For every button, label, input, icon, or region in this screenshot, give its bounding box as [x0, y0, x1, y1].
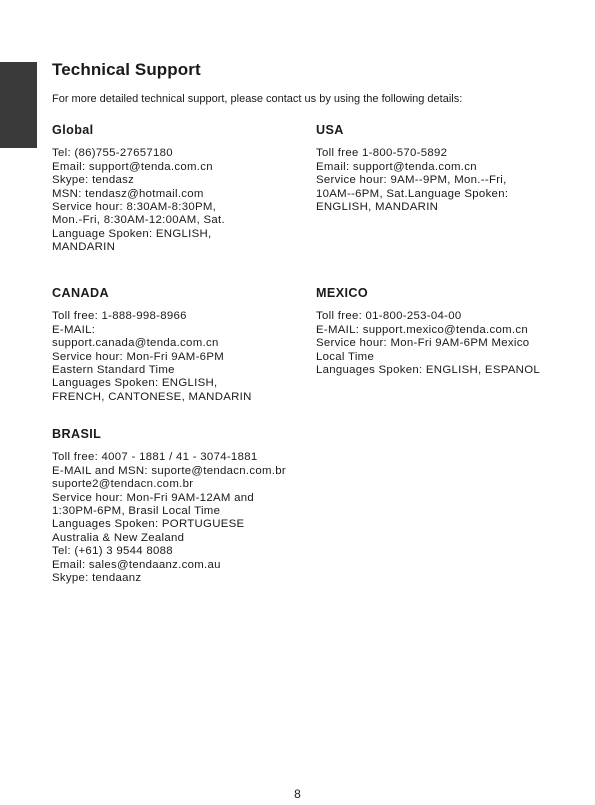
section-line: Australia & New Zealand [52, 531, 185, 544]
section-line: Email: sales@tendaanz.com.au [52, 558, 221, 571]
section-global [52, 124, 225, 255]
section-line: Email: support@tenda.com.cn [52, 160, 213, 173]
page-number: 8 [294, 787, 301, 801]
section-heading: USA [316, 123, 344, 137]
section-line: support.canada@tenda.com.cn [52, 337, 219, 350]
section-line: ENGLISH, MANDARIN [316, 201, 439, 214]
section-line: Service hour: Mon-Fri 9AM-12AM and [52, 491, 255, 504]
section-line: Language Spoken: ENGLISH, [52, 227, 212, 240]
section-line: Skype: tendaanz [52, 572, 142, 585]
section-line: Tel: (86)755-27657180 [52, 147, 173, 160]
section-line: Skype: tendasz [52, 174, 135, 187]
section-line: Service hour: 9AM--9PM, Mon.--Fri, [316, 174, 507, 187]
section-line: FRENCH, CANTONESE, MANDARIN [52, 390, 252, 403]
section-line: Toll free: 1-888-998-8966 [52, 310, 187, 323]
side-tab-marker [0, 62, 37, 148]
section-line: Service hour: Mon-Fri 9AM-6PM [52, 350, 225, 363]
section-line: Languages Spoken: ENGLISH, [52, 377, 218, 390]
section-brasil [52, 428, 286, 585]
section-line: Toll free 1-800-570-5892 [316, 147, 448, 160]
section-line: Languages Spoken: PORTUGUESE [52, 518, 245, 531]
section-line: E-MAIL: [52, 323, 96, 336]
section-line: Service hour: 8:30AM-8:30PM, [52, 201, 217, 214]
section-line: 10AM--6PM, Sat.Language Spoken: [316, 187, 509, 200]
section-heading: MEXICO [316, 286, 369, 300]
section-heading: Global [52, 123, 94, 137]
section-line: MSN: tendasz@hotmail.com [52, 187, 204, 200]
section-line: Service hour: Mon-Fri 9AM-6PM Mexico [316, 337, 530, 350]
section-line: E-MAIL: support.mexico@tenda.com.cn [316, 323, 528, 336]
section-line: MANDARIN [52, 241, 116, 254]
section-line: 1:30PM-6PM, Brasil Local Time [52, 505, 221, 518]
section-line: Toll free: 01-800-253-04-00 [316, 310, 462, 323]
section-line: Tel: (+61) 3 9544 8088 [52, 545, 173, 558]
section-heading: CANADA [52, 286, 109, 300]
section-line: Local Time [316, 350, 375, 363]
section-line: Eastern Standard Time [52, 364, 175, 377]
section-line: Mon.-Fri, 8:30AM-12:00AM, Sat. [52, 214, 225, 227]
section-canada [52, 287, 252, 404]
section-usa [316, 124, 508, 214]
page-title: Technical Support [52, 60, 201, 79]
section-line: suporte2@tendacn.com.br [52, 478, 194, 491]
section-mexico [316, 287, 540, 377]
section-line: Languages Spoken: ENGLISH, ESPANOL [316, 364, 541, 377]
intro-text: For more detailed technical support, please contact us by using the following details: [52, 93, 463, 105]
section-heading: BRASIL [52, 427, 102, 441]
section-line: Email: support@tenda.com.cn [316, 160, 477, 173]
section-line: Toll free: 4007 - 1881 / 41 - 3074-1881 [52, 451, 258, 464]
section-line: E-MAIL and MSN: suporte@tendacn.com.br [52, 464, 286, 477]
